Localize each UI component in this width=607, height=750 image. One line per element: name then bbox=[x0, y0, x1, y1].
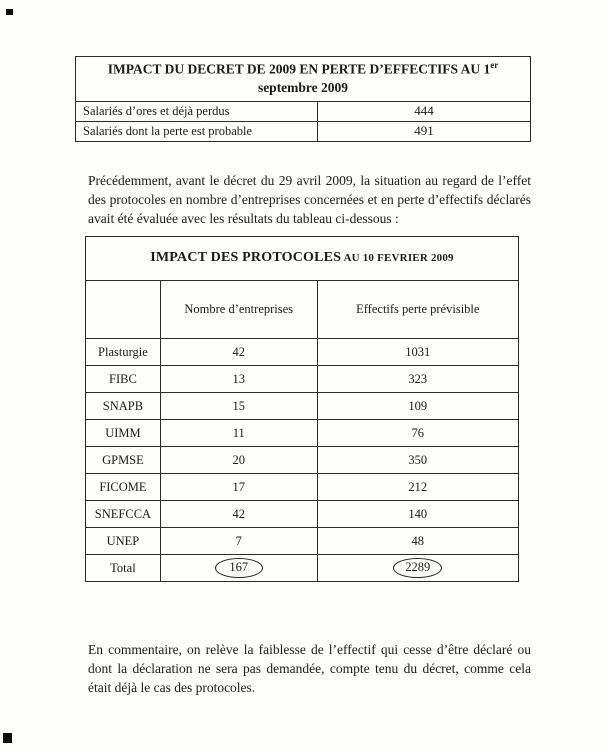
decret-impact-table bbox=[75, 56, 531, 142]
table-row bbox=[86, 420, 519, 447]
row-label: FIBC bbox=[86, 366, 161, 393]
row-label: UIMM bbox=[86, 420, 161, 447]
protocols-table bbox=[85, 236, 519, 582]
cell-effectifs: 323 bbox=[317, 366, 518, 393]
comment-paragraph: En commentaire, on relève la faiblesse de l’effectif qui cesse d’être déclaré ou dont la déclaration ne sera pas demandée, compte tenu du décret, comme cela était déjà le cas des protocoles. bbox=[88, 641, 531, 695]
table-row bbox=[86, 501, 519, 528]
cell-entreprises: 42 bbox=[160, 501, 317, 528]
row-label: SNEFCCA bbox=[86, 501, 161, 528]
protocols-title-date: AU 10 FEVRIER 2009 bbox=[341, 252, 454, 264]
cell-entreprises: 20 bbox=[160, 447, 317, 474]
decret-title-superscript: er bbox=[490, 60, 499, 70]
table-row bbox=[86, 339, 519, 366]
cell-entreprises: 11 bbox=[160, 420, 317, 447]
table-header-row bbox=[86, 281, 519, 339]
table-row bbox=[86, 474, 519, 501]
cell-entreprises: 17 bbox=[160, 474, 317, 501]
protocols-table-title bbox=[86, 237, 519, 281]
table-row bbox=[86, 447, 519, 474]
cell-effectifs: 109 bbox=[317, 393, 518, 420]
row-label: SNAPB bbox=[86, 393, 161, 420]
scan-artifact-top bbox=[6, 9, 13, 15]
table-row-total bbox=[86, 555, 519, 582]
cell-entreprises: 42 bbox=[160, 339, 317, 366]
cell-entreprises: 15 bbox=[160, 393, 317, 420]
cell-entreprises: 7 bbox=[160, 528, 317, 555]
row-label: Salariés dont la perte est probable bbox=[76, 122, 318, 142]
table-row bbox=[86, 528, 519, 555]
row-label: FICOME bbox=[86, 474, 161, 501]
table-title-row bbox=[86, 237, 519, 281]
row-value: 491 bbox=[318, 122, 531, 142]
row-label: GPMSE bbox=[86, 447, 161, 474]
table-row bbox=[86, 366, 519, 393]
cell-total-entreprises bbox=[160, 555, 317, 582]
table-title-row bbox=[76, 57, 531, 102]
decret-title-line2: septembre 2009 bbox=[257, 80, 349, 96]
cell-effectifs: 76 bbox=[317, 420, 518, 447]
table-row bbox=[76, 122, 531, 142]
col-header-empty bbox=[86, 281, 161, 339]
protocols-title-main: IMPACT DES PROTOCOLES bbox=[150, 250, 342, 265]
row-label: Salariés d’ores et déjà perdus bbox=[76, 102, 318, 122]
cell-effectifs: 48 bbox=[317, 528, 518, 555]
cell-total-effectifs bbox=[317, 555, 518, 582]
scan-artifact-bottom bbox=[3, 733, 12, 743]
row-label: Plasturgie bbox=[86, 339, 161, 366]
cell-effectifs: 140 bbox=[317, 501, 518, 528]
table-row bbox=[86, 393, 519, 420]
row-label: Total bbox=[86, 555, 161, 582]
cell-entreprises: 13 bbox=[160, 366, 317, 393]
row-label: UNEP bbox=[86, 528, 161, 555]
intro-paragraph: Précédemment, avant le décret du 29 avril 2009, la situation au regard de l’effet des protocoles en nombre d’entreprises concernées et en perte d’effectifs déclarés avait été évaluée avec les résultats du tableau ci-dessous : bbox=[88, 172, 531, 226]
circled-total-effectifs: 2289 bbox=[393, 558, 442, 578]
cell-effectifs: 212 bbox=[317, 474, 518, 501]
decret-table-title bbox=[76, 57, 531, 102]
row-value: 444 bbox=[318, 102, 531, 122]
decret-title-line1: IMPACT DU DECRET DE 2009 EN PERTE D’EFFECTIFS AU 1 bbox=[107, 61, 491, 77]
cell-effectifs: 1031 bbox=[317, 339, 518, 366]
col-header-entreprises: Nombre d’entreprises bbox=[160, 281, 317, 339]
table-row bbox=[76, 102, 531, 122]
col-header-effectifs: Effectifs perte prévisible bbox=[317, 281, 518, 339]
circled-total-entreprises: 167 bbox=[215, 558, 263, 578]
cell-effectifs: 350 bbox=[317, 447, 518, 474]
